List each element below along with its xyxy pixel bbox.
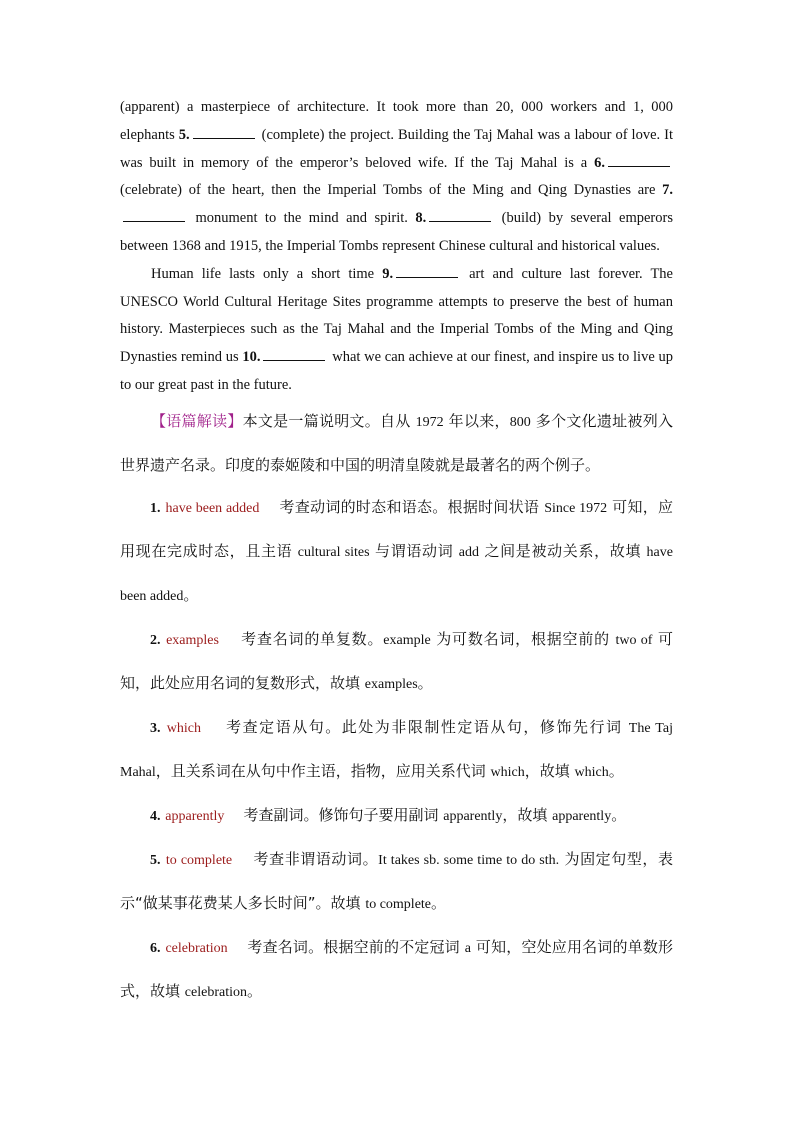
passage-text: Human life lasts only a short time — [151, 265, 383, 282]
passage-text: (celebrate) of the heart, then the Imperial Tombs of the Ming and Qing Dynasties are — [120, 182, 663, 199]
explanation-text: 可知，应用现在完成时态，且主语 — [120, 497, 673, 560]
answer-text: celebration — [165, 940, 228, 956]
passage-text: (apparent) a masterpiece of architecture. It took more than 20, 000 workers and 1, 000 elephants — [120, 99, 673, 143]
explanation-term: add — [458, 544, 480, 560]
analysis-count: 800 — [509, 414, 531, 430]
explanation-term: The Taj Mahal — [120, 720, 673, 780]
passage-text: (complete) the project. Building the Taj Mahal was a labour of love. It was built in memory of the emperor’s beloved wife. If the Taj Mahal is a — [120, 126, 673, 171]
answer-explanations — [120, 486, 673, 1014]
explanation-text: 可知，空处应用名词的单数形式，故填 — [120, 937, 673, 1000]
answer-item — [120, 926, 673, 1014]
answer-item — [120, 838, 673, 926]
explanation-text: 为固定句型，表示“做某事花费某人多长时间”。故填 — [120, 849, 673, 912]
explanation-text: 之间是被动关系，故填 — [479, 541, 647, 560]
answer-number: 6. — [150, 940, 161, 956]
answer-number: 1. — [150, 500, 161, 516]
explanation-term: a — [464, 940, 471, 956]
blank-number-9: 9. — [382, 265, 394, 282]
analysis-text: 本文是一篇说明文。自从 — [242, 411, 416, 430]
passage-analysis — [120, 400, 673, 486]
explanation-term: two of — [615, 632, 653, 648]
answer-item — [120, 706, 673, 794]
explanation-text: 考查副词。修饰句子要用副词 — [243, 805, 444, 824]
explanation-text: 。 — [611, 805, 627, 824]
explanation-text: 为可数名词，根据空前的 — [430, 629, 616, 648]
explanation-text: 。 — [183, 585, 199, 604]
answer-text: apparently — [165, 808, 225, 824]
answer-number: 4. — [150, 808, 161, 824]
explanation-text: 考查动词的时态和语态。根据时间状语 — [279, 497, 545, 516]
analysis-tag: 【语篇解读】 — [151, 411, 243, 430]
explanation-text: ，且关系词在从句中作主语，指物，应用关系代词 — [155, 761, 491, 780]
explanation-text: ，故填 — [502, 805, 553, 824]
answer-item — [120, 794, 673, 838]
blank-7 — [123, 206, 185, 222]
passage-text: art and culture last forever. The UNESCO World Cultural Heritage Sites programme attempts to preserve the best of human history. Masterpieces such as the Taj Mahal and the Imperial Tombs of the Ming and Qing Dynasties remind us — [120, 265, 673, 366]
explanation-text: 。 — [431, 893, 447, 912]
blank-9 — [396, 262, 458, 278]
blank-number-10: 10. — [242, 349, 261, 366]
explanation-text: 考查名词的单复数。 — [241, 629, 384, 648]
answer-text: to complete — [165, 852, 233, 868]
blank-5 — [193, 123, 255, 139]
explanation-text: 考查名词。根据空前的不定冠词 — [247, 937, 465, 956]
explanation-term: example — [383, 632, 431, 648]
explanation-term: Since 1972 — [544, 500, 608, 516]
analysis-year: 1972 — [415, 414, 444, 430]
explanation-term: apparently — [443, 808, 503, 824]
blank-number-6: 6. — [594, 154, 605, 171]
explanation-text: 与谓语动词 — [369, 541, 459, 560]
answer-text: examples — [166, 632, 219, 648]
analysis-text: 年以来， — [443, 411, 510, 430]
explanation-term: to complete — [365, 896, 432, 912]
answer-number: 2. — [150, 632, 161, 648]
explanation-term: cultural sites — [297, 544, 370, 560]
blank-6 — [608, 151, 670, 167]
explanation-text: 。 — [246, 981, 262, 1000]
explanation-term: celebration — [184, 984, 247, 1000]
answer-item — [120, 618, 673, 706]
blank-number-8: 8. — [415, 210, 427, 227]
explanation-term: have been added — [120, 544, 673, 604]
explanation-text: ，故填 — [524, 761, 575, 780]
explanation-text: 。 — [608, 761, 624, 780]
explanation-text: 考查定语从句。此处为非限制性定语从句，修饰先行词 — [226, 717, 629, 736]
blank-number-7: 7. — [662, 182, 673, 199]
explanation-term: which — [490, 764, 525, 780]
explanation-term: which — [574, 764, 609, 780]
answer-item — [120, 486, 673, 618]
explanation-text: 。 — [417, 673, 433, 692]
explanation-text: 可知，此处应用名词的复数形式，故填 — [120, 629, 673, 692]
analysis-text: 多个文化遗址被列入世界遗产名录。印度的泰姬陵和中国的明清皇陵就是最著名的两个例子。 — [120, 411, 673, 474]
blank-number-5: 5. — [178, 126, 190, 143]
answer-number: 3. — [150, 720, 161, 736]
answer-text: have been added — [165, 500, 260, 516]
answer-number: 5. — [150, 852, 161, 868]
blank-10 — [263, 345, 325, 361]
passage-text: (build) by several emperors between 1368 and 1915, the Imperial Tombs represent Chinese cultural and historical values. — [120, 210, 673, 254]
passage-paragraph-2 — [120, 261, 673, 400]
blank-8 — [429, 206, 491, 222]
answer-text: which — [166, 720, 202, 736]
passage-text: what we can achieve at our finest, and inspire us to live up to our great past in the future. — [120, 349, 673, 393]
explanation-term: It takes sb. some time to do sth. — [378, 852, 560, 868]
passage-text: monument to the mind and spirit. — [188, 210, 416, 227]
explanation-term: examples — [364, 676, 418, 692]
document-content — [120, 94, 673, 1014]
explanation-term: apparently — [552, 808, 612, 824]
explanation-text: 考查非谓语动词。 — [253, 849, 379, 868]
passage-paragraph-1 — [120, 94, 673, 261]
